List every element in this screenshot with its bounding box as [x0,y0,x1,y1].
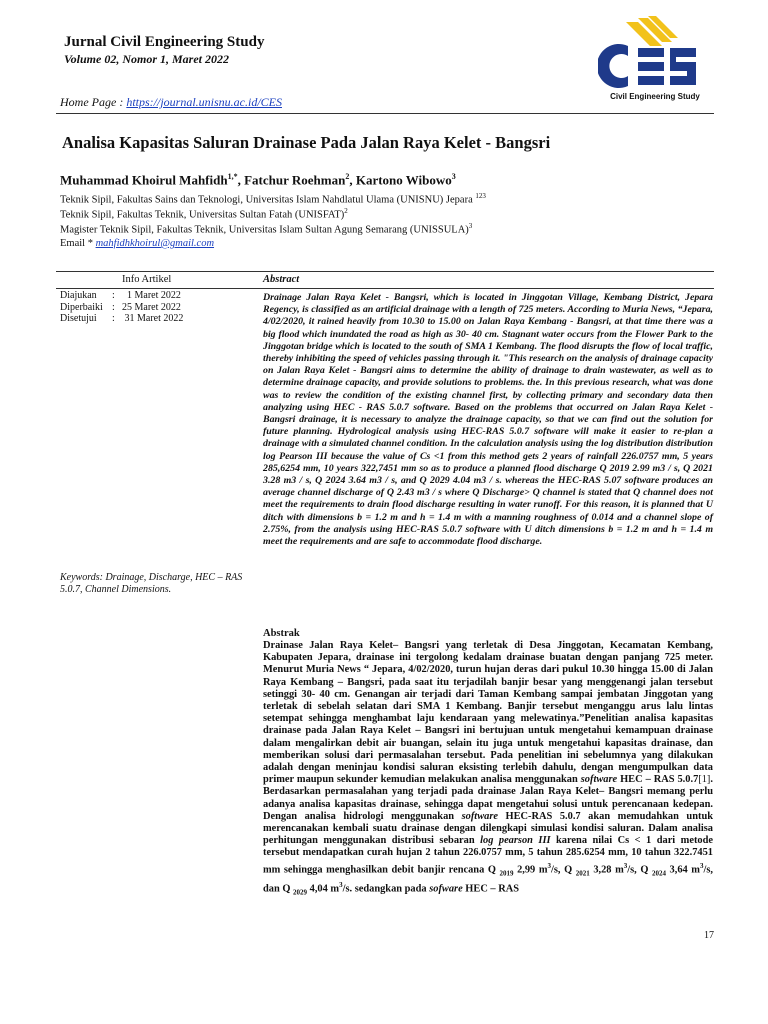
abstrak-text: /s, dan Q [263,864,713,895]
year-sub: 2024 [651,869,666,878]
section-divider-bottom [56,288,714,289]
affiliation-3 [60,222,472,236]
abstrak-italic: sofware [429,883,463,895]
date-value: 31 Maret 2022 [122,313,184,324]
abstract-heading: Abstract [263,274,300,285]
abstrak-indonesian [263,640,713,899]
affiliation-text: Teknik Sipil, Fakultas Teknik, Universitas Sultan Fatah (UNISFAT) [60,209,345,221]
cube-sup: 3 [547,861,551,870]
date-label: Diperbaiki [60,301,103,313]
affiliation-sup: 2 [344,207,348,215]
author-name: Muhammad Khoirul Mahfidh [60,172,228,188]
author-name: Fatchur Roehman [244,172,346,188]
info-heading: Info Artikel [122,274,172,285]
abstrak-text: Drainase Jalan Raya Kelet– Bangsri yang terletak di Desa Jinggotan, Kecamatan Kembang, Kabupaten Jepara, drainase ini tergolong kedalam drainase buatan dengan panjang 725 meter. Menurut Muria News “ Jepara, 4/02/2020, turun hujan deras dari pukul 10.30 hingga 15.00 di Jalan Raya Kembang – Bangsri, pada saat itu terjadilah banjir besar yang menggenangi jalan tersebut setinggi 30- 40 cm. Genangan air terjadi dari Taman Kembang sampai jembatan Jinggotan yang terletak di sebelah selatan dari SMA 1 Kembang. Banjir tersebut menganggu arus lalu lintas setempat sehingga menghambat laju kendaraan yang melewatinya.”Penelitian analisa kapasitas drainase pada Jalan Raya Kelet – Bangsri ini bertujuan untuk mengetahui kemampuan drainase dalam mengalirkan debit air buangan, selain itu juga untuk mengetahui kapasitas drainase, dan memberikan solusi dari permasalahan tersebut. Pada penelitian ini sebelumnya yang dilakukan adalah dengan meninjau kondisi saluran eksisting terlebih dahulu, dengan mengumpulkan data primer maupun sekunder kemudian melakukan analisa menggunakan [263,640,713,786]
author-sup: 3 [451,172,456,181]
affiliation-sup: 3 [468,222,473,230]
author-list: Muhammad Khoirul Mahfidh$^{1,*}$, Fatchur Roehman$^2$, Kartono Wibowo$^3$ [60,172,456,188]
abstrak-heading: Abstrak [263,628,300,639]
date-row: Diajukan : 1 Maret 2022 [60,290,181,301]
citation-link[interactable]: [1] [698,774,711,786]
year-sub: 2019 [499,869,514,878]
ces-logo-icon [598,16,708,92]
affiliation-sup: 123 [475,192,486,200]
abstrak-text: /s, [550,864,561,876]
abstrak-text: 2,99 m [513,864,548,876]
abstrak-text: /s, Q [627,864,652,876]
abstrak-italic: software [580,774,618,786]
year-sub: 2029 [293,888,308,897]
affiliation-text: Magister Teknik Sipil, Fakultas Teknik, Universitas Islam Sultan Agung Semarang (UNISSULA) [60,224,469,236]
homepage-line [60,95,282,110]
abstrak-italic: software [461,810,498,822]
header-divider [56,113,714,114]
affiliation-2 [60,207,348,221]
article-dates [60,290,183,325]
abstrak-text: HEC – RAS [462,883,519,895]
abstrak-text: . Berdasarkan permasalahan yang terjadi pada drainase Jalan Raya Kelet– Bangsri memang perlu adanya analisa kapasitas drainase, sehingga dapat mengetahui solusi untuk perencanaan kedepan. Dengan analisa hidrologi menggunakan [263,774,713,822]
year-sub: 2021 [575,869,590,878]
page-number: 17 [704,930,714,941]
date-row: Disetujui : 31 Maret 2022 [60,313,184,324]
date-row: Diperbaiki : 25 Maret 2022 [60,301,181,313]
cube-sup: 3 [339,881,343,890]
abstrak-text: HEC-RAS 5.0.7 akan memudahkan untuk merencanakan kembali suatu drainase dengan dilengkapi simulasi kondisi saluran. Dalam analisa perhitungan menggunakan distribusi sebaran [263,810,713,847]
abstrak-text: Q [560,864,576,876]
journal-volume: Volume 02, Nomor 1, Maret 2022 [64,52,230,66]
abstrak-text: karena nilai Cs < 1 dari metode tersebut mendapatkan curah hujan 2 tahun 226.0757 mm, 5 tahun 285.6254 mm, 10 tahun 322.7451 mm sehingga menghasilkan debit banjir rencana Q [263,835,713,876]
email-line [60,238,214,249]
logo-caption: Civil Engineering Study [610,92,700,101]
abstrak-text: /s. sedangkan pada [342,883,430,895]
author-sup: 1,* [227,172,238,181]
date-value: 1 Maret 2022 [122,290,181,301]
cube-sup: 3 [699,861,704,870]
homepage-label: Home Page : [60,95,124,109]
section-divider-top [56,271,714,272]
journal-name: Jurnal Civil Engineering Study [64,34,265,50]
affiliation-1 [60,192,486,206]
author-name: Kartono Wibowo [355,172,452,188]
abstrak-text: HEC – RAS 5.0.7 [617,774,699,786]
abstract-english: Drainage Jalan Raya Kelet - Bangsri, which is located in Jinggotan Village, Kembang District, Jepara Regency, is classified as an artificial drainage with a length of 725 meters. According to Muria News, “Jepara, 4/02/2020, it rained heavily from 10.30 to 15.00 on Jalan Raya Kembang - Bangsri, at that time there was a big flood which inundated the road as high as 30- 40 cm. Stagnant water occurs from the Flower Park to the Jinggotan bridge which is located to the south of SMA 1 Kembang. The flood disrupts the flow of local traffic, thereby inhibiting the speed of vehicles passing through it. "This research on the analysis of drainage capacity on Jalan Raya Kelet - Bangsri aims to determine the ability of drainage to drain wastewater, as well as to determine drainage capacity, and provide solutions to problems. the. In this previous research, what was done was to review the condition of the existing channel first, by collecting primary and secondary data then analyzing using HEC - RAS 5.0.7 software. Based on the problems that occurred on Jalan Raya Kelet - Bangsri drainage, it is necessary to analyze the drainage capacity, so that we can find out the solution for future planning. Hydrological analysis using HEC-RAS 5.0.7 software will make it easier to re-plan a drainage with a simulated channel condition. In the calculation analysis using the log distribution distribution log Pearson III because the value of Cs <1 from this method gets 2 years of rainfall 226.0757 mm, 5 years 285,6254 mm, 10 years 322,7451 mm so as to produce a planned flood discharge Q 2019 2.99 m3 / s, Q 2021 3.28 m3 / s, Q 2024 3.64 m3 / s, and Q 2029 4.04 m3 / s. whereas the HEC-RAS 5.07 software produces an average channel discharge of Q 2.43 m3 / s where Q Discharge> Q channel is stated that Q channel does not meet the requirements to drain flood discharge resulting in water runoff. For this reason, it is planned that U ditch with dimensions b = 1.2 m and h = 1.4 m with a manning roughness of 0.014 and a channel slope of 2.75%, from the analysis using HEC-RAS 5.0.7 software with U ditch dimensions b = 1.2 m and h = 1.4 m meet the requirements and are safe to accommodate flood discharge. [263,292,713,548]
date-label: Disetujui [60,313,97,324]
email-label: Email * [60,238,96,249]
cube-sup: 3 [623,861,628,870]
paper-title: Analisa Kapasitas Saluran Drainase Pada Jalan Raya Kelet - Bangsri [62,133,551,152]
date-label: Diajukan [60,290,97,301]
author-sup: 2 [345,172,350,181]
keywords: Keywords: Drainage, Discharge, HEC – RAS 5.0.7, Channel Dimensions. [60,572,243,595]
abstrak-text: 4,04 m [307,883,340,895]
abstrak-italic: log pearson III [480,835,551,847]
email-link[interactable]: mahfidhkhoirul@gmail.com [95,238,215,249]
abstrak-text: 3,64 m [665,864,700,876]
abstrak-text: 3,28 m [589,864,624,876]
affiliation-text: Teknik Sipil, Fakultas Sains dan Teknologi, Universitas Islam Nahdlatul Ulama (UNISNU) Jepara [60,194,476,206]
homepage-link[interactable]: https://journal.unisnu.ac.id/CES [126,95,282,109]
date-value: 25 Maret 2022 [122,301,181,313]
